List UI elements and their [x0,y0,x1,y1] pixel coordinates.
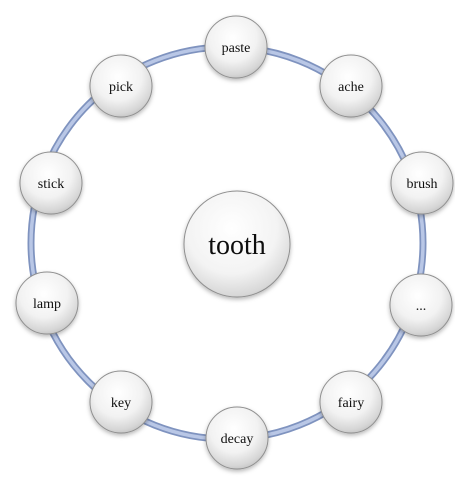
node-pick[interactable] [90,55,152,117]
center-label: tooth [208,230,266,261]
node-ache[interactable] [320,55,382,117]
node-label: key [110,396,132,411]
node-label: decay [220,432,254,447]
node-decay[interactable] [206,407,268,469]
node-label: paste [221,41,251,56]
node-label: stick [37,177,65,192]
center-node[interactable] [184,191,290,297]
node-label: pick [108,80,134,95]
node-label: lamp [33,297,61,312]
node-fairy[interactable] [320,371,382,433]
node-brush[interactable] [391,152,453,214]
node-label: brush [406,177,438,192]
node-label: ... [415,299,427,314]
node-paste[interactable] [205,16,267,78]
node-stick[interactable] [20,152,82,214]
node-label: fairy [337,396,365,411]
node-label: ache [338,80,364,95]
node-ellipsis[interactable] [390,274,452,336]
node-lamp[interactable] [16,272,78,334]
node-key[interactable] [90,371,152,433]
